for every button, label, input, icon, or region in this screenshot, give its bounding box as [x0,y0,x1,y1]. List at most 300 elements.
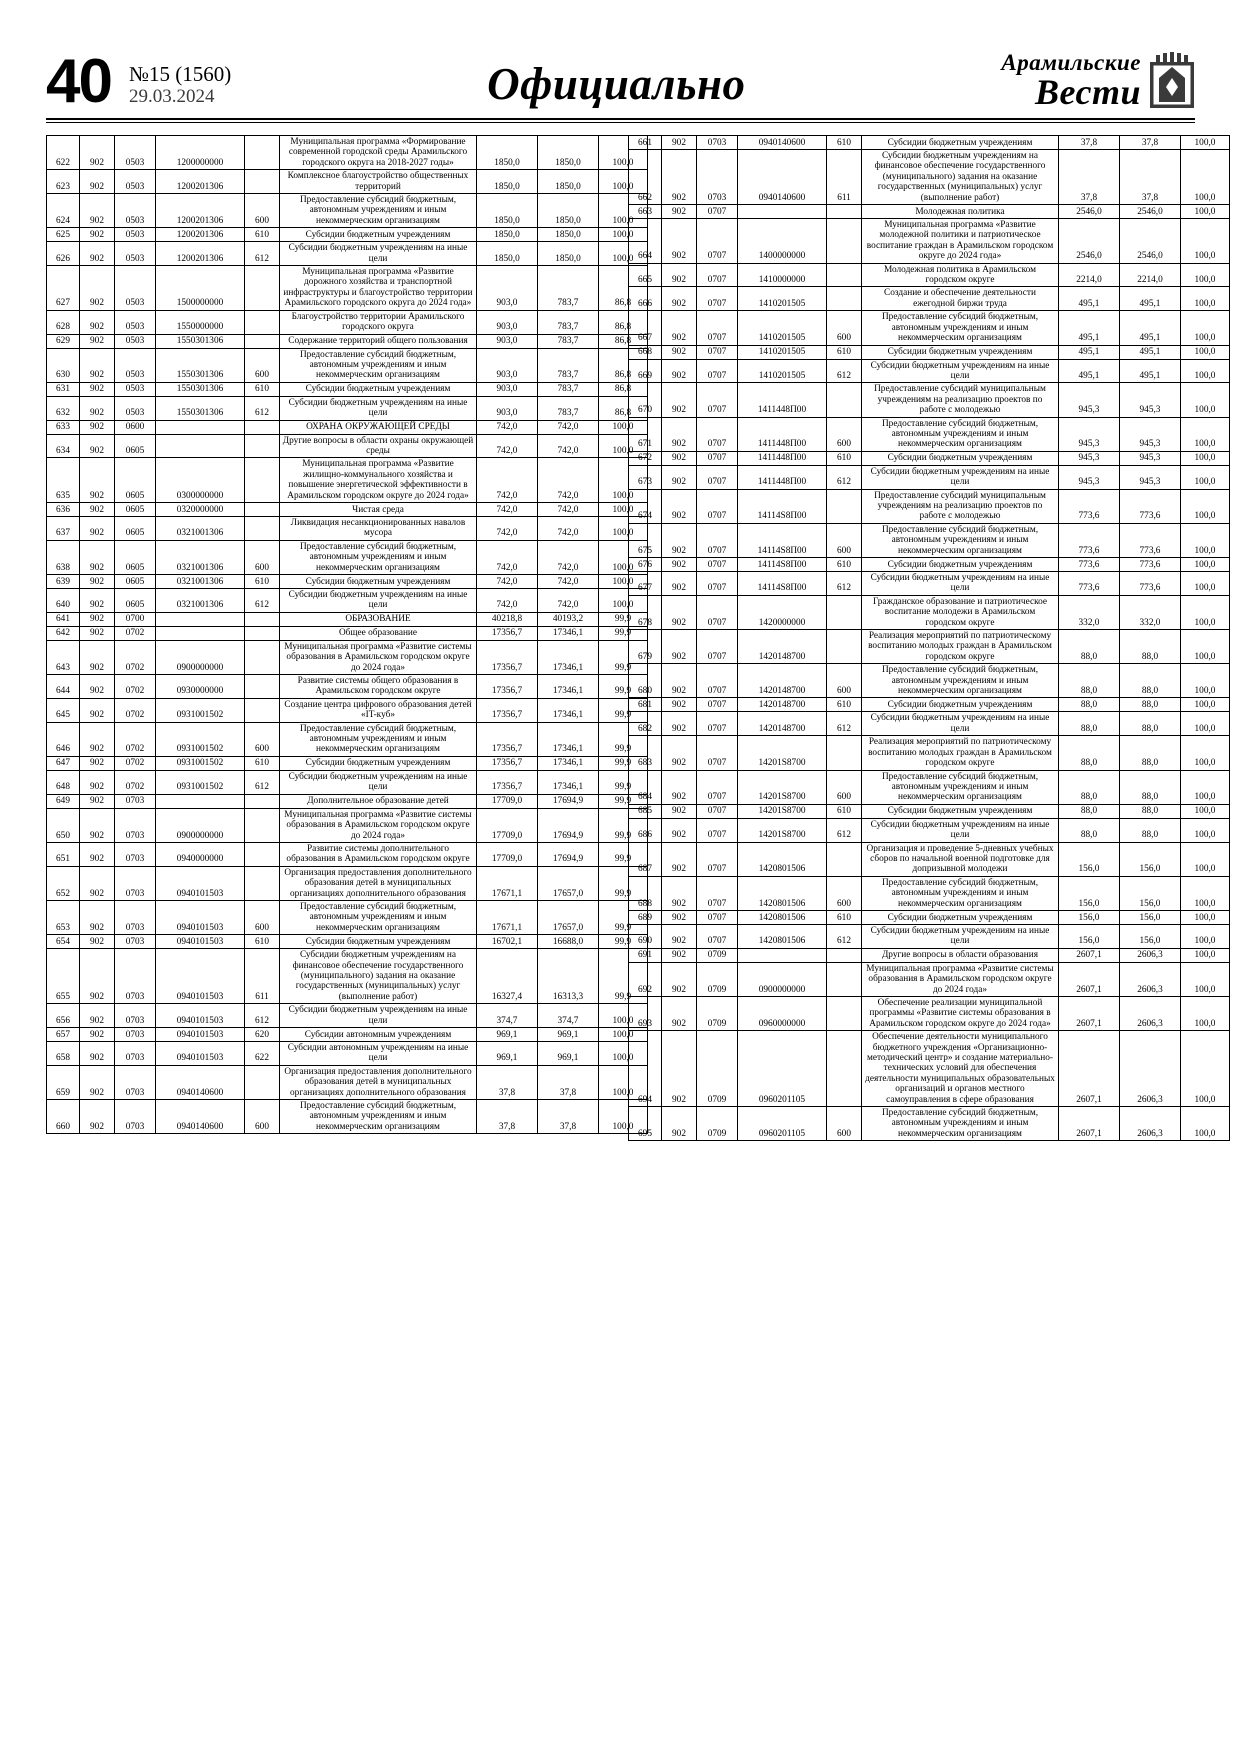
cell-plan: 2607,1 [1059,948,1120,962]
cell-plan: 945,3 [1059,417,1120,451]
table-row [47,242,648,266]
cell-razdel: 0605 [115,434,156,458]
table-row [629,489,1230,523]
cell-fact: 783,7 [538,334,599,348]
cell-target-code: 1411448П00 [738,417,827,451]
cell-razdel: 0703 [115,1028,156,1042]
cell-vedomstvo: 902 [662,558,697,572]
cell-razdel: 0702 [115,640,156,674]
cell-vid-rashodov [245,136,280,170]
cell-plan: 742,0 [477,540,538,574]
cell-fact: 17346,1 [538,770,599,794]
row-number: 667 [629,311,662,345]
cell-razdel: 0707 [697,842,738,876]
cell-plan: 40218,8 [477,612,538,626]
cell-vedomstvo: 902 [80,1028,115,1042]
cell-fact: 783,7 [538,382,599,396]
row-number: 687 [629,842,662,876]
cell-target-code: 0931001502 [156,698,245,722]
table-row [629,630,1230,664]
row-number: 671 [629,417,662,451]
cell-plan: 903,0 [477,266,538,311]
cell-vedomstvo: 902 [80,794,115,808]
cell-target-code: 1400000000 [738,219,827,264]
row-number: 645 [47,698,80,722]
page-number: 40 [46,47,111,117]
cell-percent: 100,0 [599,540,648,574]
cell-name: Реализация мероприятий по патриотическому воспитанию молодых граждан в Арамильском городском округе [862,736,1059,770]
table-row [47,794,648,808]
cell-vid-rashodov [245,698,280,722]
cell-vedomstvo: 902 [80,756,115,770]
row-number: 668 [629,345,662,359]
cell-fact: 2606,3 [1120,948,1181,962]
table-row [629,558,1230,572]
cell-percent: 99,9 [599,900,648,934]
cell-name: Субсидии бюджетным учреждениям [862,558,1059,572]
table-row [47,722,648,756]
cell-plan: 17671,1 [477,866,538,900]
cell-vedomstvo: 902 [662,997,697,1031]
cell-percent: 100,0 [599,434,648,458]
cell-vid-rashodov [827,630,862,664]
cell-target-code: 0940101503 [156,1004,245,1028]
cell-percent: 100,0 [1181,150,1230,205]
cell-percent: 99,9 [599,640,648,674]
cell-percent: 100,0 [1181,736,1230,770]
row-number: 651 [47,842,80,866]
cell-percent: 100,0 [1181,136,1230,150]
cell-razdel: 0503 [115,194,156,228]
cell-vedomstvo: 902 [662,359,697,383]
budget-table-left [46,135,648,1134]
cell-plan: 156,0 [1059,910,1120,924]
row-number: 679 [629,630,662,664]
cell-vedomstvo: 902 [662,736,697,770]
cell-name: Обеспечение реализации муниципальной программы «Развитие системы образования в Арамильском городском округе до 2024 года» [862,997,1059,1031]
cell-razdel: 0707 [697,465,738,489]
cell-plan: 156,0 [1059,924,1120,948]
cell-percent: 86,8 [599,334,648,348]
cell-plan: 17356,7 [477,626,538,640]
cell-name: Субсидии бюджетным учреждениям на иные цели [280,242,477,266]
cell-name: Субсидии бюджетным учреждениям на иные цели [862,712,1059,736]
cell-fact: 945,3 [1120,465,1181,489]
cell-percent: 100,0 [1181,804,1230,818]
cell-razdel: 0703 [115,935,156,949]
brand-line-1: Арамильские [1001,50,1141,76]
table-row [47,396,648,420]
cell-percent: 99,9 [599,842,648,866]
table-row [629,770,1230,804]
cell-vid-rashodov: 610 [827,910,862,924]
cell-name: ОХРАНА ОКРУЖАЮЩЕЙ СРЕДЫ [280,420,477,434]
row-number: 663 [629,205,662,219]
row-number: 636 [47,502,80,516]
row-number: 650 [47,808,80,842]
cell-vedomstvo: 902 [80,698,115,722]
cell-razdel: 0709 [697,997,738,1031]
cell-percent: 100,0 [1181,219,1230,264]
cell-percent: 99,9 [599,949,648,1004]
cell-vid-rashodov [827,1031,862,1107]
cell-vedomstvo: 902 [662,383,697,417]
cell-target-code: 0900000000 [156,808,245,842]
cell-plan: 969,1 [477,1028,538,1042]
cell-name: Другие вопросы в области образования [862,948,1059,962]
issue-number: №15 (1560) [128,62,232,87]
cell-vid-rashodov [827,962,862,996]
cell-vid-rashodov: 600 [245,348,280,382]
cell-percent: 100,0 [1181,664,1230,698]
cell-vedomstvo: 902 [80,266,115,311]
cell-name: Субсидии бюджетным учреждениям на финансовое обеспечение государственного (муниципального) задания на оказание государственных (муниципальных) услуг (выполнение работ) [280,949,477,1004]
cell-percent: 100,0 [1181,205,1230,219]
cell-vedomstvo: 902 [662,712,697,736]
cell-percent: 99,9 [599,935,648,949]
cell-target-code: 14201S8700 [738,818,827,842]
cell-target-code: 1500000000 [156,266,245,311]
cell-fact: 88,0 [1120,664,1181,698]
cell-fact: 783,7 [538,310,599,334]
cell-target-code: 0321001306 [156,540,245,574]
cell-percent: 100,0 [1181,383,1230,417]
cell-vid-rashodov: 600 [245,1100,280,1134]
cell-percent: 100,0 [1181,962,1230,996]
row-number: 664 [629,219,662,264]
cell-plan: 1850,0 [477,136,538,170]
cell-target-code: 0940140600 [156,1065,245,1099]
row-number: 685 [629,804,662,818]
cell-razdel: 0703 [115,1065,156,1099]
cell-vedomstvo: 902 [80,866,115,900]
cell-target-code: 0900000000 [738,962,827,996]
cell-razdel: 0707 [697,924,738,948]
cell-plan: 495,1 [1059,359,1120,383]
cell-name: Предоставление субсидий бюджетным, автономным учреждениям и иным некоммерческим организациям [862,417,1059,451]
cell-target-code: 0940101503 [156,949,245,1004]
table-row [47,1100,648,1134]
cell-plan: 1850,0 [477,228,538,242]
cell-name: Субсидии бюджетным учреждениям [862,910,1059,924]
row-number: 675 [629,523,662,557]
cell-name: Муниципальная программа «Развитие системы образования в Арамильском городском округе до 2024 года» [280,808,477,842]
cell-vid-rashodov [245,310,280,334]
table-row [47,1065,648,1099]
cell-plan: 17709,0 [477,842,538,866]
cell-plan: 773,6 [1059,558,1120,572]
cell-name: Предоставление субсидий бюджетным, автономным учреждениям и иным некоммерческим организациям [280,900,477,934]
cell-razdel: 0703 [115,900,156,934]
cell-vedomstvo: 902 [662,698,697,712]
row-number: 631 [47,382,80,396]
cell-percent: 100,0 [1181,558,1230,572]
cell-plan: 773,6 [1059,523,1120,557]
table-row [629,150,1230,205]
cell-percent: 99,9 [599,770,648,794]
row-number: 654 [47,935,80,949]
cell-vedomstvo: 902 [80,842,115,866]
cell-plan: 88,0 [1059,736,1120,770]
cell-vid-rashodov [827,736,862,770]
cell-percent: 100,0 [1181,997,1230,1031]
cell-fact: 37,8 [1120,150,1181,205]
cell-plan: 37,8 [1059,150,1120,205]
table-row [47,458,648,503]
cell-vedomstvo: 902 [662,523,697,557]
cell-razdel: 0707 [697,595,738,629]
row-number: 634 [47,434,80,458]
cell-target-code: 1550301306 [156,334,245,348]
cell-vedomstvo: 902 [80,900,115,934]
cell-percent: 100,0 [599,1042,648,1066]
cell-name: Субсидии бюджетным учреждениям [862,698,1059,712]
cell-target-code: 14114S8П00 [738,558,827,572]
cell-razdel: 0707 [697,770,738,804]
cell-fact: 156,0 [1120,924,1181,948]
cell-vedomstvo: 902 [662,664,697,698]
cell-percent: 86,8 [599,396,648,420]
cell-vid-rashodov: 612 [245,770,280,794]
cell-razdel: 0707 [697,383,738,417]
cell-vedomstvo: 902 [80,334,115,348]
cell-razdel: 0703 [115,1100,156,1134]
cell-razdel: 0707 [697,287,738,311]
cell-vid-rashodov: 620 [245,1028,280,1042]
table-row [47,866,648,900]
cell-name: Предоставление субсидий бюджетным, автономным учреждениям и иным некоммерческим организациям [280,348,477,382]
row-number: 674 [629,489,662,523]
cell-vid-rashodov: 600 [827,664,862,698]
cell-name: Предоставление субсидий бюджетным, автономным учреждениям и иным некоммерческим организациям [862,523,1059,557]
cell-target-code: 0940101503 [156,900,245,934]
newspaper-logo [1001,52,1195,112]
cell-target-code: 1411448П00 [738,383,827,417]
cell-percent: 100,0 [599,458,648,503]
table-row [629,383,1230,417]
cell-razdel: 0703 [115,1004,156,1028]
cell-razdel: 0707 [697,359,738,383]
cell-target-code: 1411448П00 [738,465,827,489]
cell-fact: 773,6 [1120,489,1181,523]
cell-target-code: 1420148700 [738,712,827,736]
cell-vedomstvo: 902 [80,502,115,516]
cell-vedomstvo: 902 [662,595,697,629]
cell-target-code: 0321001306 [156,575,245,589]
cell-plan: 945,3 [1059,451,1120,465]
cell-fact: 17346,1 [538,675,599,699]
cell-name: Субсидии бюджетным учреждениям [280,756,477,770]
row-number: 626 [47,242,80,266]
row-number: 656 [47,1004,80,1028]
cell-razdel: 0702 [115,756,156,770]
table-row [629,1031,1230,1107]
cell-plan: 17356,7 [477,770,538,794]
cell-vedomstvo: 902 [80,675,115,699]
table-row [629,818,1230,842]
cell-fact: 495,1 [1120,311,1181,345]
table-row [629,572,1230,596]
cell-plan: 742,0 [477,458,538,503]
cell-razdel: 0707 [697,876,738,910]
cell-razdel: 0702 [115,698,156,722]
row-number: 659 [47,1065,80,1099]
cell-target-code: 0931001502 [156,756,245,770]
cell-fact: 88,0 [1120,630,1181,664]
cell-name: Общее образование [280,626,477,640]
row-number: 662 [629,150,662,205]
cell-name: Чистая среда [280,502,477,516]
cell-name: Предоставление субсидий бюджетным, автономным учреждениям и иным некоммерческим организациям [280,1100,477,1134]
row-number: 629 [47,334,80,348]
cell-target-code: 1420801506 [738,842,827,876]
table-columns [46,135,1216,1141]
cell-vid-rashodov [245,1065,280,1099]
cell-fact: 88,0 [1120,804,1181,818]
cell-razdel: 0707 [697,523,738,557]
right-column [628,135,1216,1141]
cell-plan: 88,0 [1059,698,1120,712]
table-row [629,962,1230,996]
cell-plan: 495,1 [1059,311,1120,345]
table-row [47,770,648,794]
cell-percent: 100,0 [1181,451,1230,465]
cell-vedomstvo: 902 [662,924,697,948]
table-row [47,612,648,626]
cell-name: Предоставление субсидий муниципальным учреждениям на реализацию проектов по работе с молодежью [862,489,1059,523]
cell-vedomstvo: 902 [80,348,115,382]
cell-fact: 17694,9 [538,808,599,842]
cell-vid-rashodov: 612 [245,242,280,266]
cell-target-code: 1410201505 [738,359,827,383]
table-row [629,997,1230,1031]
masthead-divider-thin [46,122,1195,123]
table-row [47,502,648,516]
cell-plan: 88,0 [1059,770,1120,804]
cell-plan: 742,0 [477,575,538,589]
cell-target-code [738,205,827,219]
cell-vid-rashodov: 612 [827,465,862,489]
cell-target-code: 14201S8700 [738,736,827,770]
cell-razdel: 0707 [697,630,738,664]
table-row [629,1107,1230,1141]
cell-percent: 100,0 [1181,572,1230,596]
cell-fact: 17657,0 [538,866,599,900]
cell-plan: 742,0 [477,502,538,516]
cell-percent: 86,8 [599,310,648,334]
cell-razdel: 0702 [115,626,156,640]
cell-target-code: 0940101503 [156,935,245,949]
cell-razdel: 0703 [115,949,156,1004]
cell-percent: 99,9 [599,808,648,842]
cell-name: Предоставление субсидий бюджетным, автономным учреждениям и иным некоммерческим организациям [862,311,1059,345]
cell-fact: 17346,1 [538,640,599,674]
table-row [47,1042,648,1066]
cell-vid-rashodov [827,595,862,629]
row-number: 676 [629,558,662,572]
cell-fact: 1850,0 [538,170,599,194]
cell-vedomstvo: 902 [662,287,697,311]
row-number: 648 [47,770,80,794]
cell-razdel: 0503 [115,228,156,242]
row-number: 652 [47,866,80,900]
cell-razdel: 0503 [115,396,156,420]
cell-fact: 374,7 [538,1004,599,1028]
issue-info [129,62,231,112]
cell-name: Субсидии автономным учреждениям [280,1028,477,1042]
cell-target-code: 1200201306 [156,170,245,194]
cell-razdel: 0707 [697,558,738,572]
table-row [629,736,1230,770]
cell-fact: 37,8 [538,1065,599,1099]
issue-date: 29.03.2024 [128,86,215,108]
cell-plan: 17356,7 [477,675,538,699]
cell-percent: 86,8 [599,348,648,382]
cell-plan: 16702,1 [477,935,538,949]
row-number: 628 [47,310,80,334]
cell-name: Дополнительное образование детей [280,794,477,808]
cell-vedomstvo: 902 [80,434,115,458]
cell-plan: 17356,7 [477,756,538,770]
table-row [47,589,648,613]
cell-percent: 100,0 [1181,948,1230,962]
cell-plan: 742,0 [477,420,538,434]
cell-razdel: 0707 [697,345,738,359]
cell-name: Предоставление субсидий бюджетным, автономным учреждениям и иным некоммерческим организациям [862,1107,1059,1141]
cell-vedomstvo: 902 [80,1042,115,1066]
cell-plan: 773,6 [1059,572,1120,596]
cell-plan: 88,0 [1059,664,1120,698]
cell-vedomstvo: 902 [662,876,697,910]
cell-vedomstvo: 902 [80,420,115,434]
table-row [629,595,1230,629]
cell-name: Гражданское образование и патриотическое воспитание молодежи в Арамильском городском округе [862,595,1059,629]
cell-vid-rashodov [827,489,862,523]
cell-vedomstvo: 902 [662,948,697,962]
cell-target-code: 1550301306 [156,382,245,396]
cell-vedomstvo: 902 [80,589,115,613]
table-row [629,804,1230,818]
cell-target-code: 0960201105 [738,1107,827,1141]
table-row [629,712,1230,736]
cell-vid-rashodov: 610 [245,382,280,396]
row-number: 638 [47,540,80,574]
cell-percent: 100,0 [599,516,648,540]
cell-percent: 100,0 [599,502,648,516]
cell-target-code: 0931001502 [156,770,245,794]
masthead-divider [46,118,1195,120]
cell-target-code: 14114S8П00 [738,523,827,557]
cell-razdel: 0503 [115,348,156,382]
cell-fact: 1850,0 [538,194,599,228]
cell-name: Муниципальная программа «Развитие системы образования в Арамильском городском округе до 2024 года» [280,640,477,674]
row-number: 644 [47,675,80,699]
cell-name: Муниципальная программа «Формирование современной городской среды Арамильского городского округа на 2018-2027 годы» [280,136,477,170]
cell-vedomstvo: 902 [662,1107,697,1141]
cell-vid-rashodov: 612 [245,1004,280,1028]
cell-vid-rashodov [827,948,862,962]
cell-fact: 17346,1 [538,756,599,770]
cell-vid-rashodov [827,842,862,876]
cell-razdel: 0503 [115,266,156,311]
cell-target-code: 0940140600 [738,136,827,150]
cell-target-code [156,794,245,808]
table-row [47,756,648,770]
cell-vid-rashodov [245,266,280,311]
cell-vid-rashodov: 600 [827,311,862,345]
table-row [47,420,648,434]
cell-fact: 17346,1 [538,722,599,756]
